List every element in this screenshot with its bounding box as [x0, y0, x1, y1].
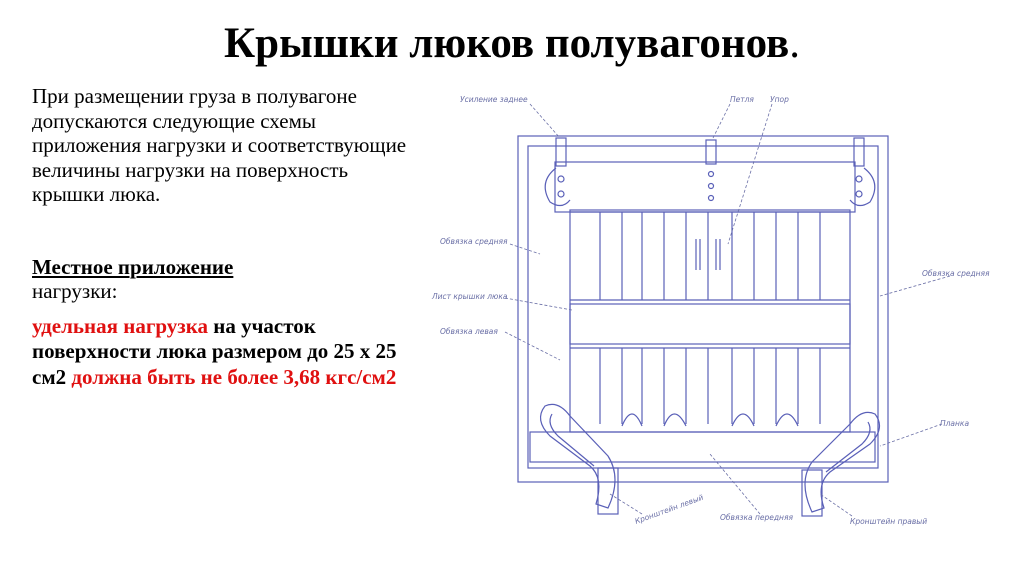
lower-ribs [600, 348, 820, 424]
label-middle-binding-left: Обвязка средняя [440, 237, 508, 246]
text-column [32, 84, 412, 390]
requirement-black-1: на участок поверхности люка размером до 25 х 25 см2 [32, 313, 397, 389]
label-middle-binding-right: Обвязка средняя [922, 269, 990, 278]
local-load-heading-rest: нагрузки: [32, 279, 118, 303]
middle-binding [570, 304, 850, 344]
label-cover-sheet: Лист крышки люка [432, 292, 508, 301]
left-bracket [541, 404, 615, 508]
label-right-bracket: Кронштейн правый [850, 517, 928, 526]
label-hinge: Петля [730, 95, 754, 104]
label-front-binding: Обвязка передняя [720, 513, 793, 522]
intro-paragraph: При размещении груза в полувагоне допускаются следующие схемы приложения нагрузки и соответствующие величины нагрузки на поверхность крышки люка. [32, 84, 407, 206]
cover-sheet [570, 210, 850, 432]
left-stop [545, 168, 570, 206]
label-stop: Упор [770, 95, 789, 104]
slide-title [0, 14, 1024, 74]
drawing-lines [518, 136, 888, 516]
rib-arches [622, 414, 798, 426]
front-binding [530, 432, 875, 462]
local-load-heading [32, 255, 412, 304]
upper-ribs [600, 212, 820, 300]
hatch-cover-drawing [410, 84, 990, 534]
slide-title-period: . [789, 20, 801, 67]
right-stop [850, 168, 875, 206]
rear-reinforcement [555, 162, 855, 212]
inner-frame [528, 146, 878, 468]
label-rear-reinforcement: Усиление заднее [460, 95, 528, 104]
label-left-binding: Обвязка левая [440, 327, 498, 336]
outer-frame [518, 136, 888, 482]
hinges [556, 138, 864, 201]
slide-title-text: Крышки люков полувагонов [223, 20, 790, 67]
requirement-red-2: должна быть не более 3,68 кгс/см2 [71, 364, 397, 389]
label-left-bracket: Кронштейн левый [633, 492, 705, 526]
requirement-red-1: удельная нагрузка [32, 313, 208, 338]
local-load-heading-underlined: Местное приложение [32, 254, 234, 279]
leader-lines [505, 104, 950, 516]
drawing-labels [431, 95, 990, 526]
load-requirement [32, 314, 412, 391]
label-plank: Планка [940, 419, 970, 428]
